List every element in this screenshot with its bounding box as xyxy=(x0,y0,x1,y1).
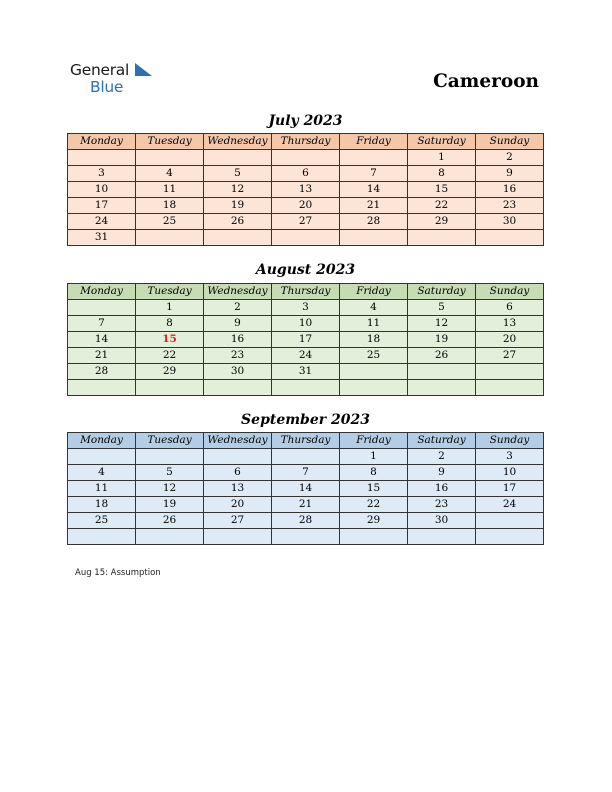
empty-day-cell xyxy=(272,230,340,246)
day-cell: 25 xyxy=(340,348,408,364)
day-cell: 7 xyxy=(340,166,408,182)
empty-day-cell xyxy=(204,529,272,545)
empty-day-cell xyxy=(136,230,204,246)
day-cell: 2 xyxy=(408,449,476,465)
day-cell: 21 xyxy=(272,497,340,513)
day-cell: 23 xyxy=(476,198,544,214)
day-cell: 20 xyxy=(204,497,272,513)
week-row xyxy=(68,513,544,529)
day-cell: 4 xyxy=(340,300,408,316)
day-cell: 11 xyxy=(68,481,136,497)
week-row xyxy=(68,182,544,198)
week-row xyxy=(68,529,544,545)
empty-day-cell xyxy=(68,380,136,396)
day-cell: 16 xyxy=(476,182,544,198)
empty-day-cell xyxy=(476,513,544,529)
week-row xyxy=(68,166,544,182)
day-cell: 6 xyxy=(476,300,544,316)
day-cell: 15 xyxy=(408,182,476,198)
week-row xyxy=(68,465,544,481)
weekday-header: Saturday xyxy=(408,433,476,449)
empty-day-cell xyxy=(408,230,476,246)
empty-day-cell xyxy=(272,449,340,465)
day-cell: 29 xyxy=(408,214,476,230)
day-cell: 18 xyxy=(136,198,204,214)
day-cell: 17 xyxy=(68,198,136,214)
empty-day-cell xyxy=(340,150,408,166)
weekday-header: Sunday xyxy=(476,284,544,300)
day-cell: 10 xyxy=(476,465,544,481)
week-row xyxy=(68,150,544,166)
empty-day-cell xyxy=(204,449,272,465)
day-cell: 23 xyxy=(204,348,272,364)
weekday-header: Thursday xyxy=(272,433,340,449)
weekday-header: Sunday xyxy=(476,433,544,449)
day-cell: 3 xyxy=(272,300,340,316)
week-row xyxy=(68,230,544,246)
empty-day-cell xyxy=(136,449,204,465)
empty-day-cell xyxy=(340,364,408,380)
empty-day-cell xyxy=(476,364,544,380)
day-cell: 27 xyxy=(476,348,544,364)
week-row xyxy=(68,300,544,316)
day-cell: 16 xyxy=(204,332,272,348)
day-cell: 14 xyxy=(68,332,136,348)
day-cell: 11 xyxy=(340,316,408,332)
empty-day-cell xyxy=(408,364,476,380)
day-cell: 1 xyxy=(408,150,476,166)
weekday-header: Monday xyxy=(68,284,136,300)
empty-day-cell xyxy=(272,150,340,166)
week-row xyxy=(68,348,544,364)
weekday-header-row xyxy=(68,433,544,449)
day-cell: 9 xyxy=(204,316,272,332)
day-cell: 27 xyxy=(204,513,272,529)
day-cell: 12 xyxy=(408,316,476,332)
weekday-header: Wednesday xyxy=(204,433,272,449)
day-cell: 24 xyxy=(272,348,340,364)
day-cell: 16 xyxy=(408,481,476,497)
day-cell: 15 xyxy=(136,332,204,348)
day-cell: 4 xyxy=(136,166,204,182)
empty-day-cell xyxy=(408,529,476,545)
empty-day-cell xyxy=(204,150,272,166)
empty-day-cell xyxy=(476,380,544,396)
week-row xyxy=(68,380,544,396)
day-cell: 6 xyxy=(272,166,340,182)
day-cell: 12 xyxy=(204,182,272,198)
day-cell: 15 xyxy=(340,481,408,497)
day-cell: 18 xyxy=(340,332,408,348)
logo-triangle-icon xyxy=(135,63,153,77)
day-cell: 28 xyxy=(272,513,340,529)
weekday-header: Wednesday xyxy=(204,284,272,300)
day-cell: 29 xyxy=(136,364,204,380)
weekday-header: Friday xyxy=(340,433,408,449)
day-cell: 19 xyxy=(408,332,476,348)
day-cell: 24 xyxy=(476,497,544,513)
day-cell: 13 xyxy=(272,182,340,198)
day-cell: 5 xyxy=(408,300,476,316)
day-cell: 7 xyxy=(272,465,340,481)
day-cell: 14 xyxy=(272,481,340,497)
day-cell: 17 xyxy=(272,332,340,348)
day-cell: 11 xyxy=(136,182,204,198)
day-cell: 4 xyxy=(68,465,136,481)
week-row xyxy=(68,364,544,380)
day-cell: 24 xyxy=(68,214,136,230)
day-cell: 10 xyxy=(68,182,136,198)
empty-day-cell xyxy=(136,150,204,166)
empty-day-cell xyxy=(272,380,340,396)
day-cell: 19 xyxy=(204,198,272,214)
day-cell: 22 xyxy=(340,497,408,513)
week-row xyxy=(68,449,544,465)
day-cell: 8 xyxy=(408,166,476,182)
day-cell: 19 xyxy=(136,497,204,513)
holiday-note: Aug 15: Assumption xyxy=(75,568,161,578)
day-cell: 28 xyxy=(68,364,136,380)
day-cell: 20 xyxy=(272,198,340,214)
calendar-july xyxy=(67,133,544,246)
day-cell: 14 xyxy=(340,182,408,198)
day-cell: 12 xyxy=(136,481,204,497)
week-row xyxy=(68,316,544,332)
weekday-header: Wednesday xyxy=(204,134,272,150)
day-cell: 5 xyxy=(204,166,272,182)
week-row xyxy=(68,214,544,230)
weekday-header: Tuesday xyxy=(136,433,204,449)
empty-day-cell xyxy=(476,230,544,246)
empty-day-cell xyxy=(340,380,408,396)
day-cell: 18 xyxy=(68,497,136,513)
weekday-header-row xyxy=(68,284,544,300)
day-cell: 25 xyxy=(68,513,136,529)
day-cell: 30 xyxy=(204,364,272,380)
weekday-header: Thursday xyxy=(272,284,340,300)
logo-line2: Blue xyxy=(90,78,124,96)
weekday-header: Tuesday xyxy=(136,284,204,300)
weekday-header-row xyxy=(68,134,544,150)
day-cell: 25 xyxy=(136,214,204,230)
empty-day-cell xyxy=(204,380,272,396)
weekday-header: Friday xyxy=(340,134,408,150)
day-cell: 1 xyxy=(136,300,204,316)
country-title: Cameroon xyxy=(433,71,539,92)
weekday-header: Thursday xyxy=(272,134,340,150)
empty-day-cell xyxy=(408,380,476,396)
weekday-header: Saturday xyxy=(408,134,476,150)
day-cell: 22 xyxy=(408,198,476,214)
day-cell: 31 xyxy=(272,364,340,380)
day-cell: 22 xyxy=(136,348,204,364)
day-cell: 13 xyxy=(204,481,272,497)
empty-day-cell xyxy=(68,529,136,545)
empty-day-cell xyxy=(272,529,340,545)
day-cell: 2 xyxy=(476,150,544,166)
day-cell: 2 xyxy=(204,300,272,316)
empty-day-cell xyxy=(136,380,204,396)
holiday-notes xyxy=(75,568,161,578)
day-cell: 6 xyxy=(204,465,272,481)
day-cell: 8 xyxy=(136,316,204,332)
day-cell: 10 xyxy=(272,316,340,332)
day-cell: 30 xyxy=(476,214,544,230)
empty-day-cell xyxy=(340,230,408,246)
month-title-august: August 2023 xyxy=(255,262,356,278)
day-cell: 13 xyxy=(476,316,544,332)
weekday-header: Monday xyxy=(68,134,136,150)
calendar-august xyxy=(67,283,544,396)
weekday-header: Sunday xyxy=(476,134,544,150)
day-cell: 21 xyxy=(340,198,408,214)
day-cell: 30 xyxy=(408,513,476,529)
day-cell: 3 xyxy=(476,449,544,465)
day-cell: 5 xyxy=(136,465,204,481)
day-cell: 3 xyxy=(68,166,136,182)
day-cell: 26 xyxy=(136,513,204,529)
weekday-header: Friday xyxy=(340,284,408,300)
day-cell: 26 xyxy=(408,348,476,364)
weekday-header: Saturday xyxy=(408,284,476,300)
weekday-header: Monday xyxy=(68,433,136,449)
week-row xyxy=(68,481,544,497)
day-cell: 9 xyxy=(408,465,476,481)
day-cell: 29 xyxy=(340,513,408,529)
day-cell: 28 xyxy=(340,214,408,230)
day-cell: 20 xyxy=(476,332,544,348)
logo-line1: General xyxy=(70,61,129,79)
logo xyxy=(70,61,160,97)
day-cell: 8 xyxy=(340,465,408,481)
week-row xyxy=(68,497,544,513)
day-cell: 27 xyxy=(272,214,340,230)
empty-day-cell xyxy=(68,150,136,166)
month-title-september: September 2023 xyxy=(241,412,370,428)
empty-day-cell xyxy=(204,230,272,246)
empty-day-cell xyxy=(476,529,544,545)
empty-day-cell xyxy=(68,449,136,465)
calendar-september xyxy=(67,432,544,545)
day-cell: 31 xyxy=(68,230,136,246)
day-cell: 17 xyxy=(476,481,544,497)
week-row xyxy=(68,198,544,214)
day-cell: 1 xyxy=(340,449,408,465)
empty-day-cell xyxy=(136,529,204,545)
empty-day-cell xyxy=(68,300,136,316)
day-cell: 26 xyxy=(204,214,272,230)
day-cell: 9 xyxy=(476,166,544,182)
day-cell: 7 xyxy=(68,316,136,332)
week-row xyxy=(68,332,544,348)
day-cell: 23 xyxy=(408,497,476,513)
empty-day-cell xyxy=(340,529,408,545)
day-cell: 21 xyxy=(68,348,136,364)
month-title-july: July 2023 xyxy=(268,113,343,129)
weekday-header: Tuesday xyxy=(136,134,204,150)
